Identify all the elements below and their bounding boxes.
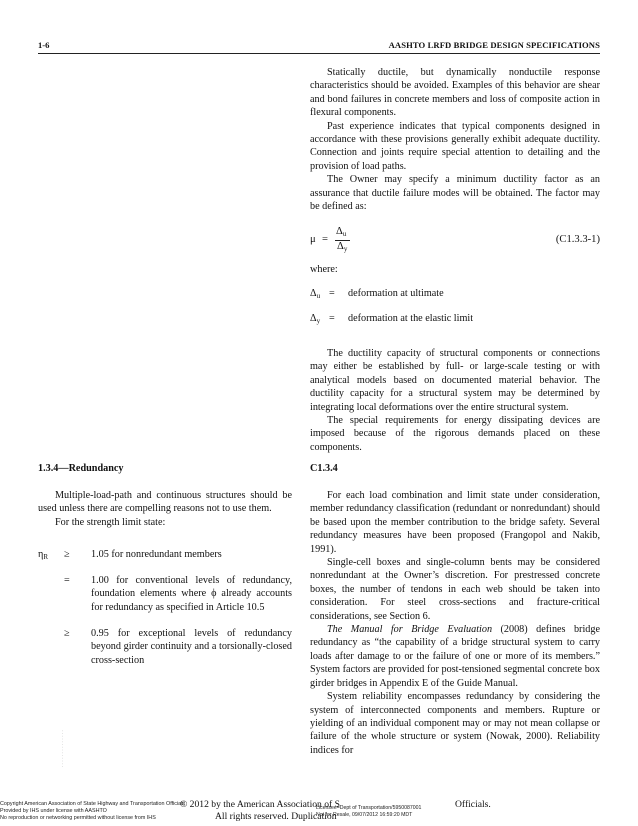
side-watermark: - - - - - - - - - - - - - - xyxy=(60,730,65,768)
commentary-middle xyxy=(310,347,600,454)
page-footer xyxy=(0,786,638,826)
paragraph: System reliability encompasses redundancy by considering the system of interconnected components and members. Rupture or yielding of an individual component may or may not mean collapse or failure of the whole structure or system (Nowak, 2000). Reliability indices for xyxy=(310,691,600,756)
copyright-line-end: Officials. xyxy=(455,799,491,810)
definition-row: $\Delta_y$ = deformation at the elastic limit xyxy=(310,313,474,325)
paragraph: Statically ductile, but dynamically nonductile response characteristics should be avoided. Examples of this behavior are shear and bond failures in concrete members and loss of composite action in flexural components. xyxy=(310,67,600,119)
condition-operator: ≥ xyxy=(64,549,70,560)
copyright-watermark-line: Copyright American Association of State Highway and Transportation Officials xyxy=(0,801,186,807)
definition-symbol: $\Delta_u$ xyxy=(310,288,321,300)
commentary-top xyxy=(310,66,600,213)
definition-row: $\Delta_u$ = deformation at ultimate xyxy=(310,288,444,300)
paragraph: The Owner may specify a minimum ductility factor as an assurance that ductile failure modes will be obtained. The factor may be defined as: xyxy=(310,174,600,213)
manual-title: The Manual for Bridge Evaluation xyxy=(327,624,493,636)
definition-text: deformation at the elastic limit xyxy=(348,313,474,324)
section-title: 1.3.4—Redundancy xyxy=(38,463,124,474)
condition-text: 1.00 for conventional levels of redundancy, foundation elements where ϕ already accounts for redundancy as specified in Article 10.5 xyxy=(91,575,292,613)
paragraph: For each load combination and limit state under consideration, member redundancy classification (redundant or nonredundant) should be based upon the member contribution to the bridge safety. Several redundancy measures have been proposed (Frangopol and Nakib, 1991). xyxy=(310,490,600,555)
specification-text xyxy=(38,489,292,529)
eta-condition xyxy=(38,627,292,667)
condition-text: 1.05 for nonredundant members xyxy=(91,549,222,560)
equation-numerator: $\Delta_u$ xyxy=(336,226,347,238)
rights-line: All rights reserved. Duplication xyxy=(215,811,337,822)
commentary-section-title: C1.3.4 xyxy=(310,463,338,474)
commentary-redundancy xyxy=(310,489,600,757)
page-number: 1-6 xyxy=(38,40,50,50)
equation-number: (C1.3.3-1) xyxy=(555,234,600,245)
paragraph: Multiple-load-path and continuous structures should be used unless there are compelling reasons not to use them. xyxy=(38,490,292,515)
copyright-watermark-line: Provided by IHS under license with AASHTO xyxy=(0,808,107,814)
eta-condition xyxy=(38,574,292,614)
definition-text: deformation at ultimate xyxy=(348,288,444,299)
license-line: Not for Resale, 09/07/2012 16:59:20 MDT xyxy=(316,812,413,818)
ductility-equation xyxy=(310,226,600,258)
condition-text: 0.95 for exceptional levels of redundancy beyond girder continuity and a torsionally-closed cross-section xyxy=(91,628,292,666)
where-label: where: xyxy=(310,264,338,275)
paragraph: The special requirements for energy dissipating devices are imposed because of the rigorous demands placed on these components. xyxy=(310,415,600,453)
equation-lhs: μ xyxy=(310,234,316,245)
eta-condition xyxy=(38,548,292,561)
paragraph: Past experience indicates that typical components designed in accordance with these provisions generally exhibit adequate ductility. Connection and joints require special attention to detailing and the provision of load paths. xyxy=(310,120,600,172)
copyright-line: © 2012 by the American Association of S xyxy=(180,799,340,810)
running-title: AASHTO LRFD BRIDGE DESIGN SPECIFICATIONS xyxy=(388,40,600,50)
eta-symbol: $\eta_R$ xyxy=(38,549,48,561)
paragraph: Single-cell boxes and single-column bents may be considered nonredundant at the Owner’s discretion. For prestressed concrete boxes, the number of tendons in each web should be taken into consideration. For steel cross-sections and fracture-critical considerations, see Section 6. xyxy=(310,557,600,622)
equation-denominator: $\Delta_y$ xyxy=(337,241,348,253)
definition-symbol: $\Delta_y$ xyxy=(310,313,321,325)
paragraph: The Manual for Bridge Evaluation (2008) defines bridge redundancy as “the capability of a bridge structural system to carry loads after damage to or the failure of one or more of its members.” System factors are provided for post-tensioned segmental concrete box girder bridges in Appendix E of the Guide Manual. xyxy=(310,624,600,689)
running-header xyxy=(38,40,600,53)
header-rule xyxy=(38,53,600,54)
equation-equals: = xyxy=(322,234,328,245)
condition-operator: ≥ xyxy=(64,628,70,639)
paragraph: The ductility capacity of structural components or connections may either be established by full- or large-scale testing or with analytical models based on documented material behavior. The ductility capacity for a structural system may be determined by integrating local deformations over the entire structural system. xyxy=(310,348,600,413)
copyright-watermark-line: No reproduction or networking permitted without license from IHS xyxy=(0,815,156,821)
license-line: Licensee=Dept of Transportation/5950087001 xyxy=(316,805,422,811)
paragraph: For the strength limit state: xyxy=(55,516,166,528)
condition-operator: = xyxy=(64,575,70,586)
